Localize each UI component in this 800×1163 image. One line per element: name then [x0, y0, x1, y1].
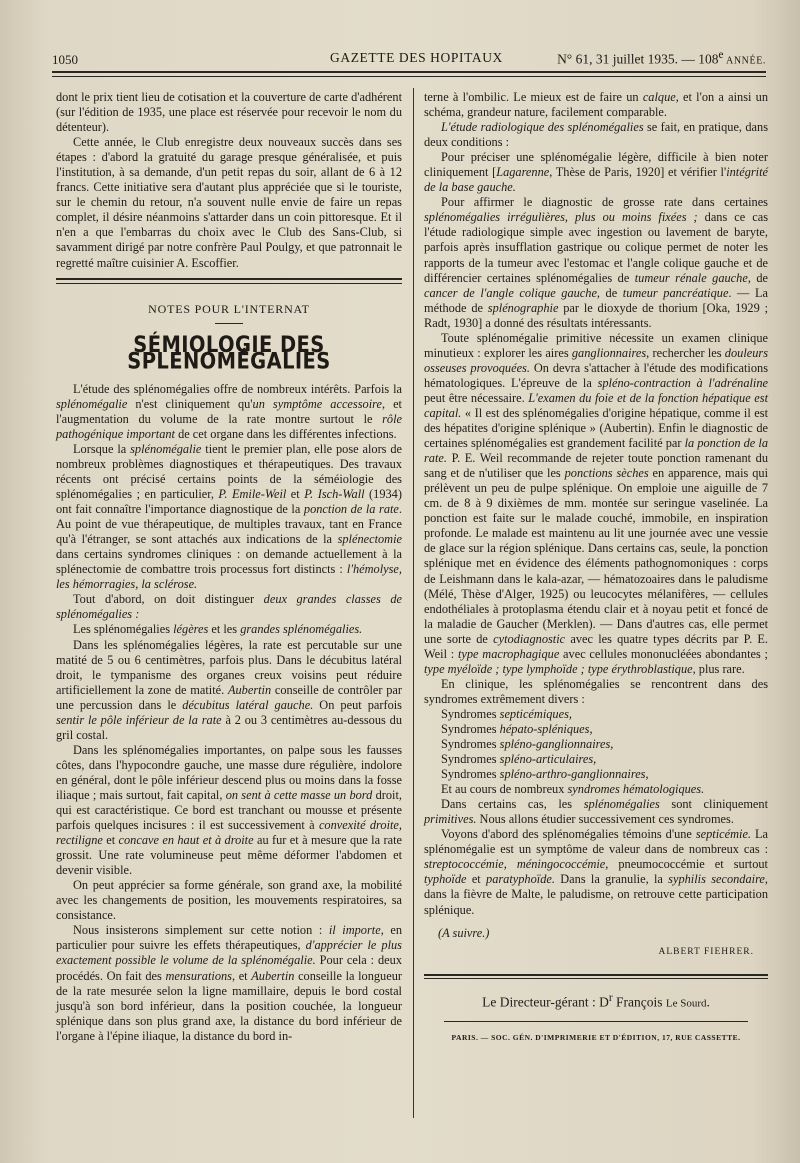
text: pneumococcémie et surtout [608, 857, 768, 872]
italic-text: ponctions sèches [564, 466, 649, 481]
italic-text: type macrophagique [457, 646, 560, 661]
italic-text: septicémiques, [499, 706, 572, 721]
italic-text: mensurations [165, 968, 232, 983]
issue-info [557, 49, 766, 68]
italic-text: P. Isch-Wall [304, 487, 365, 502]
paragraph: Cette année, le Club enregistre deux nouveaux succès dans ses étapes : d'abord la gratuité du garage presque généralisée, et puis l'institution, à sa demande, d'un petit repas du soir, allant de 6 à 12 francs. Cette initiative sera d'autant plus appréciée que si le touriste, sur le chemin du retour, n'a souvent nulle envie de faire un repas complet, il désire néanmoins s'attarder dans un coin pittoresque. Et il n'en a que l'embarras du choix avec le Club des Sans-Club, si savamment dirigé par notre confrère Paul Poulgy, et que patronnait le regretté maître cuisinier A. Escoffier. [56, 135, 402, 270]
article-title: SÉMIOLOGIE DES SPLÉNOMÉGALIES [127, 331, 331, 374]
paragraph [424, 827, 768, 917]
paragraph [56, 638, 402, 743]
text: peut être nécessaire. [424, 390, 529, 405]
text: , en particulier pour suivre les effets thérapeutiques, [56, 923, 402, 953]
text: , et l'augmentation du volume de la rate montre surtout le [56, 396, 402, 426]
italic-text: spléno-arthro-ganglionnaires, [499, 767, 649, 782]
italic-text: Lagarenne [496, 165, 550, 180]
text: et [466, 872, 487, 887]
printer-rule [444, 1021, 748, 1022]
italic-text: cancer de l'angle colique gauche [424, 285, 597, 300]
text: dans certains syndromes cliniques : on demande actuellement à la splénectomie de combattre trois processus fort distincts : [56, 547, 402, 577]
text: . Au point de vue thérapeutique, de multiples travaux, tant en France qu'à l'étranger, se sont attachés aux indications de la [56, 502, 403, 547]
text: , rechercher les [646, 345, 725, 360]
text: Lorsque la [73, 441, 131, 456]
italic-text: P. Emile-Weil [218, 487, 287, 502]
text: et les [208, 622, 241, 637]
text: Pour affirmer le diagnostic de grosse rate dans certaines [441, 195, 768, 210]
text: et [286, 487, 305, 502]
text: conseille la longueur de la rate mesurée selon la ligne mamillaire, depuis le bord costal jusqu'à son bord inférieur, dans la position couchée, la longueur splénique dans son plus grand axe, la distance du bord inférieur de l'organe à l'épine iliaque, la distance du bord in- [56, 968, 402, 1043]
text: , de [747, 270, 768, 285]
italic-text: primitives. [424, 812, 477, 827]
text: terne à l'ombilic. Le mieux est de faire un [424, 90, 643, 104]
text: Syndromes [441, 721, 500, 736]
issue-number-date: N° 61, 31 juillet 1935. — 108 [557, 51, 719, 67]
left-column [56, 90, 402, 1044]
text: au fur et à mesure que la rate grossit. Une rate volumineuse peut même déformer l'abdomen et devenir visible. [56, 833, 402, 878]
italic-text: splénomégalie [130, 441, 202, 456]
italic-text: paratyphoïde. [486, 872, 555, 887]
rubric-dash [215, 323, 243, 324]
italic-text: hépato-spléniques, [499, 721, 593, 736]
section-rule-thin [56, 283, 402, 284]
text: Dans les splénomégalies légères, la rate est percutable sur une matité de 5 ou 6 centimètres, parfois plus. Dans le décubitus latéral droit, le tympanisme des organes creux voisins peut réduire artificiellement la zone de matité. [56, 637, 402, 697]
italic-text: typhoïde [424, 872, 467, 887]
text: , de [596, 285, 623, 300]
text: Voyons d'abord des splénomégalies témoins d'une [441, 827, 696, 842]
italic-text: splénomégalies [583, 797, 660, 812]
italic-text: il importe [328, 923, 381, 938]
text: On devra s'attacher à l'étude des modifications hématologiques. L'épreuve de la [424, 360, 768, 390]
italic-text: L'étude radiologique des splénomégalies [441, 120, 644, 135]
text: se fait, en pratique, dans deux conditions : [424, 120, 768, 150]
paragraph [424, 195, 768, 330]
syndrome-item [424, 722, 768, 737]
italic-text: tumeur pancréatique [622, 285, 729, 300]
paragraph [56, 622, 402, 637]
paragraph [56, 592, 402, 622]
text: conseille de contrôler par une percussion dans le [56, 682, 402, 712]
italic-text: convexité droite, rectiligne [56, 818, 402, 848]
footer-rule-thin [424, 978, 768, 979]
syndrome-item [424, 782, 768, 797]
italic-text: spléno-ganglionnaires, [499, 737, 614, 752]
italic-text: septicémie. [695, 827, 752, 842]
italic-text: L'examen du foie et de la fonction hépatique est capital. [424, 390, 768, 420]
italic-text: Aubertin [227, 682, 272, 697]
paragraph: dont le prix tient lieu de cotisation et la couverture de carte d'adhérent (sur l'édition de 1935, une place est réservée pour recevoir le nom du détenteur). [56, 90, 402, 135]
paragraph [56, 442, 402, 592]
section-rule [56, 278, 402, 280]
author-signature: ALBERT FIEHRER. [658, 946, 754, 957]
text: de cet organe dans les différentes infections. [174, 426, 397, 441]
paragraph [56, 382, 402, 442]
italic-text: syndromes hématologiques. [567, 782, 705, 797]
italic-text: d'apprécier le plus exactement possible le volume de la splénomégalie. [56, 938, 402, 968]
text: . — La méthode de [424, 285, 768, 315]
page-number: 1050 [52, 52, 78, 67]
syndrome-item [424, 737, 768, 752]
paragraph: On peut apprécier sa forme générale, son grand axe, la mobilité avec les changements de position, les mouvements respiratoires, sa consistance. [56, 878, 402, 923]
italic-text: intégrité de la base gauche. [424, 165, 769, 195]
italic-text: splénectomie [337, 532, 402, 547]
italic-text: tumeur rénale gauche [634, 270, 748, 285]
text: Nous allons étudier successivement ces syndromes. [476, 812, 734, 827]
text: Toute splénomégalie primitive nécessite un examen clinique minutieux : explorer les aires [424, 330, 768, 360]
text: dans ce cas l'étude radiologique simple avec ingestion ou lavement de baryte, parfois après insufflation gastrique ou colique permet de noter les rapports de la tumeur avec l'estomac et l'angle colique gauche et de différencier certaines splénomégalies de [424, 210, 769, 285]
text: . [706, 994, 710, 1010]
text: r [608, 991, 613, 1004]
paragraph [424, 150, 768, 195]
paragraph: En clinique, les splénomégalies se rencontrent dans des syndromes extrêmement divers : [424, 676, 768, 706]
text: sont cliniquement [659, 797, 768, 812]
text: Syndromes [441, 752, 500, 767]
printer-line: PARIS. — SOC. GÉN. D'IMPRIMERIE ET D'ÉDITION, 17, RUE CASSETTE. [451, 1033, 741, 1043]
italic-text: concave en haut et à droite [118, 833, 254, 848]
italic-text: légères [173, 622, 209, 637]
paragraph [56, 743, 402, 878]
text: , et l'on a ainsi un schéma, grandeur nature, facilement comparable. [424, 90, 768, 120]
text: en apparence, mais qui prélèvent un peu de pulpe splénique. On emploie une aiguille de 7 cm. de 8 à 9 dixièmes de mm. montée sur seringue vaselinée. La ponction est faite sur le malade couché, immobile, en inspiration profonde. Le malade est maintenu au lit une journée avec une vessie de glace sur la région splénique. Dans certains cas, seule, la ponction splénique met en évidence des éléments pathognomoniques : corps de Leishmann dans le kala-azar, — hématozoaires dans le paludisme (Mélé, Thèse d'Alger, 1925) ou leucocytes mélanifères, — cellules endothéliales à protoplasma étendu clair et à noyau petit et foncé de la maladie de Gaucher (Merklen). — Dans d'autres cas, elle permet une sorte de [424, 466, 768, 646]
text: Dans les splénomégalies importantes, on palpe sous les fausses côtes, dans l'hypocondre gauche, une masse dure régulière, indolore en général, dont le pôle inférieur descend plus ou moins dans la fosse iliaque ; mais surtout, fait capital, [56, 742, 402, 802]
italic-text: on sent à cette masse un bord [225, 787, 373, 802]
text: Tout d'abord, on doit distinguer [73, 592, 264, 607]
italic-text: syphilis secondaire [668, 872, 765, 887]
header-rule [52, 71, 766, 73]
italic-text: splénomégalies irrégulières, plus ou moins fixées ; [424, 210, 698, 225]
italic-text: Aubertin [251, 968, 295, 983]
text: François [612, 994, 666, 1010]
director-name: Le Sourd [665, 997, 707, 1010]
text: avec cellules mononucléées abondantes ; [559, 646, 768, 661]
italic-text: un symptôme accessoire [252, 396, 382, 411]
text: , dans la fièvre de Malte, le paludisme, on retrouve cette participation splénique. [424, 872, 768, 917]
text: droit, qui est caractéristique. Ce bord est tranchant ou mousse et présente parfois quelques incisures : il est successivement à [56, 787, 403, 833]
italic-text: spléno-articulaires, [499, 752, 597, 767]
text: n'est cliniquement qu' [127, 396, 253, 411]
to-be-continued: (A suivre.) [438, 925, 490, 940]
text: Les splénomégalies [73, 622, 174, 637]
italic-text: la ponction de la rate. [424, 436, 769, 466]
footer-rule [424, 974, 768, 976]
text: P. E. Weil recommande de rejeter toute ponction ramenant du sang et de n'utiliser que les [424, 451, 768, 481]
text: et [102, 833, 119, 848]
text: Syndromes [441, 737, 500, 752]
italic-text: décubitus latéral gauche. [182, 697, 314, 712]
text: par le dioxyde de thorium [Oka, 1929 ; Radt, 1930] a donné des résultats intéressants. [424, 300, 769, 330]
paragraph [424, 331, 768, 677]
director-line [424, 991, 768, 1012]
text: Pour cela : deux procédés. On fait des [56, 953, 402, 983]
italic-text: cytodiagnostic [493, 631, 566, 646]
italic-text: splénographie [487, 300, 559, 315]
text: Le Directeur-gérant : D [482, 994, 609, 1010]
text: « Il est des splénomégalies d'origine hépatique, comme il est des hépatites d'origine splénique » (Aubertin). Enfin le diagnostic de certaines splénomégalies est grandement facilité par [424, 405, 768, 451]
syndrome-item [424, 752, 768, 767]
italic-text: type myéloïde ; type lymphoïde ; type érythroblastique [424, 661, 693, 676]
issue-ordinal: e [718, 49, 724, 61]
page-header [52, 46, 766, 70]
rubric-heading: NOTES POUR L'INTERNAT [148, 301, 310, 316]
text: à 2 ou 3 centimètres au-dessous du gril costal. [56, 712, 402, 742]
italic-text: rôle pathogénique important [56, 411, 402, 441]
paragraph [424, 120, 768, 150]
italic-text: ganglionnaires [571, 345, 647, 360]
syndrome-item [424, 707, 768, 722]
italic-text: ponction de la rate [303, 502, 399, 517]
column-divider [413, 88, 414, 1118]
journal-title: GAZETTE DES HOPITAUX [330, 50, 503, 65]
italic-text: calque [642, 90, 676, 104]
italic-text: l'hémolyse, les hémorragies, la sclérose. [56, 562, 402, 592]
text: Et au cours de nombreux [441, 782, 568, 797]
italic-text: sentir le pôle inférieur de la rate [56, 712, 222, 727]
text: La splénomégalie est un symptôme de valeur dans de nombreux cas : [424, 827, 768, 857]
text: avec les quatre types décrits par P. E. Weil : [424, 631, 768, 661]
text: , Thèse de Paris, 1920] et vérifier l' [549, 165, 727, 180]
italic-text: spléno-contraction à l'adrénaline [597, 375, 768, 390]
italic-text: splénomégalie [56, 396, 128, 411]
paragraph [424, 90, 768, 120]
syndrome-item [424, 767, 768, 782]
italic-text: douleurs osseuses provoquées. [424, 345, 768, 375]
text: (1934) ont fait connaître l'importance diagnostique de la [56, 487, 402, 517]
italic-text: streptococcémie, méningococcémie, [424, 857, 609, 872]
header-rule-thin [52, 76, 766, 77]
text: Syndromes [441, 706, 500, 721]
text: L'étude des splénomégalies offre de nombreux intérêts. Parfois la [73, 381, 402, 396]
text: Dans certains cas, les [441, 797, 584, 812]
year-label: ANNÉE. [723, 55, 766, 67]
text: , plus rare. [692, 661, 745, 676]
right-column [424, 90, 768, 1045]
italic-text: deux grandes classes de splénomégalies : [56, 592, 402, 622]
text: Syndromes [441, 767, 500, 782]
text: Dans la granulie, la [554, 872, 669, 887]
italic-text: grandes splénomégalies. [240, 622, 363, 637]
text: Nous insisterons simplement sur cette notion : [73, 923, 329, 938]
text: Pour préciser une splénomégalie légère, difficile à bien noter cliniquement [ [424, 150, 768, 180]
text: tient le premier plan, elle pose alors de nombreux problèmes diagnostiques et thérapeutiques. Des travaux récents ont précisé certains points de la séméiologie des splénomégalies ; en particulier, [56, 441, 402, 502]
paragraph [56, 923, 402, 1043]
text: On peut parfois [313, 697, 402, 712]
text: , et [231, 968, 252, 983]
paragraph [424, 797, 768, 827]
